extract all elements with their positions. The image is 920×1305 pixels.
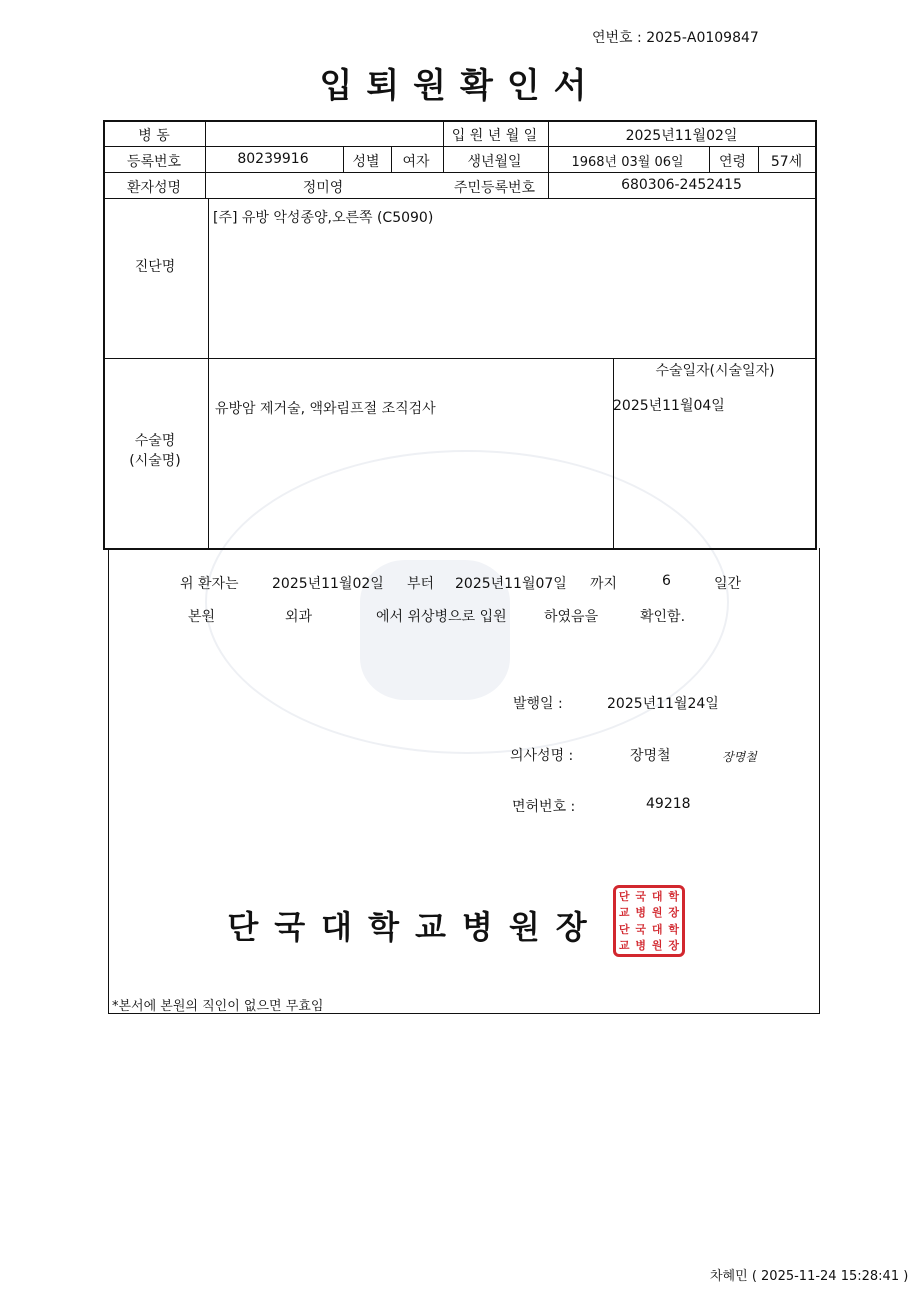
- statement-mid: 에서 위상병으로 입원: [376, 609, 507, 625]
- sex-value: 여자: [402, 154, 430, 170]
- patient-name-value: 정미영: [302, 180, 344, 196]
- resident-no-label: 주민등록번호: [453, 180, 536, 196]
- seal-glyph: 학: [668, 922, 680, 936]
- document-number: [592, 27, 759, 47]
- document-number-label: 연번호 :: [592, 30, 642, 46]
- registration-value: 80239916: [237, 151, 309, 167]
- statement-end: 하였음을: [544, 609, 599, 625]
- resident-no-value: 680306-2452415: [621, 177, 742, 193]
- surgery-label-main: 수술명: [134, 433, 176, 449]
- seal-glyph: 국: [635, 922, 647, 936]
- seal-glyph: 교: [618, 906, 630, 920]
- document-number-value: 2025-A0109847: [646, 30, 759, 46]
- doctor-value: 장명철: [630, 748, 671, 764]
- seal-glyph: 대: [651, 922, 663, 936]
- birth-value: 1968년 03월 06일: [571, 155, 684, 170]
- print-timestamp: ( 2025-11-24 15:28:41 ): [751, 1269, 909, 1284]
- statement-from-date: 2025년11월02일: [272, 576, 384, 592]
- issue-date-value: 2025년11월24일: [607, 696, 719, 712]
- seal-glyph: 단: [618, 922, 630, 936]
- age-label: 연령: [718, 154, 747, 170]
- seal-glyph: 장: [668, 939, 680, 953]
- admission-date-label: 입 원 년 월 일: [451, 128, 538, 144]
- seal-glyph: 학: [668, 889, 680, 903]
- statement-days-word: 일간: [714, 576, 742, 592]
- admission-date-value: 2025년11월02일: [625, 128, 738, 144]
- seal-glyph: 원: [651, 906, 663, 920]
- license-label: 면허번호 :: [512, 799, 576, 815]
- doctor-label: 의사성명 :: [510, 748, 574, 764]
- statement-confirm: 확인함.: [640, 609, 686, 625]
- birth-label: 생년월일: [467, 154, 522, 170]
- hospital-name: 단국대학교병원장: [227, 908, 603, 946]
- statement-department: 외과: [285, 609, 313, 625]
- patient-name-label: 환자성명: [126, 180, 182, 196]
- statement-days: 6: [662, 573, 671, 589]
- registration-label: 등록번호: [126, 154, 182, 170]
- seal-glyph: 단: [618, 889, 630, 903]
- surgery-label: [105, 430, 205, 470]
- doctor-signature: 장명철: [722, 750, 757, 764]
- print-footer: [710, 1265, 908, 1284]
- statement-to-date: 2025년11월07일: [455, 576, 567, 592]
- surgery-value: 유방암 제거술, 액와림프절 조직검사: [215, 401, 436, 417]
- statement-prefix: 위 환자는: [180, 576, 239, 592]
- statement-hospital-word: 본원: [188, 609, 216, 625]
- license-value: 49218: [646, 796, 691, 812]
- seal-glyph: 대: [651, 889, 663, 903]
- seal-glyph: 원: [651, 939, 663, 953]
- surgery-label-sub: (시술명): [129, 453, 181, 469]
- printer-name: 차혜민: [710, 1269, 748, 1284]
- seal-glyph: 병: [635, 906, 647, 920]
- issue-date-label: 발행일 :: [513, 696, 563, 712]
- ward-label: 병 동: [138, 128, 170, 144]
- document-title: 입퇴원확인서: [319, 66, 601, 106]
- age-value: 57세: [770, 154, 803, 170]
- seal-glyph: 장: [668, 906, 680, 920]
- surgery-date-value: 2025년11월04일: [613, 398, 725, 414]
- official-seal: [613, 885, 685, 957]
- statement-to-word: 까지: [590, 576, 618, 592]
- statement-from-word: 부터: [407, 576, 435, 592]
- diagnosis-value: [주] 유방 악성종양,오른쪽 (C5090): [213, 210, 434, 226]
- seal-glyph: 교: [618, 939, 630, 953]
- seal-glyph: 국: [635, 889, 647, 903]
- diagnosis-label: 진단명: [134, 259, 176, 275]
- sex-label: 성별: [352, 154, 380, 170]
- surgery-date-label: 수술일자(시술일자): [655, 363, 775, 379]
- seal-glyph: 병: [635, 939, 647, 953]
- validity-note: *본서에 본원의 직인이 없으면 무효임: [112, 999, 324, 1014]
